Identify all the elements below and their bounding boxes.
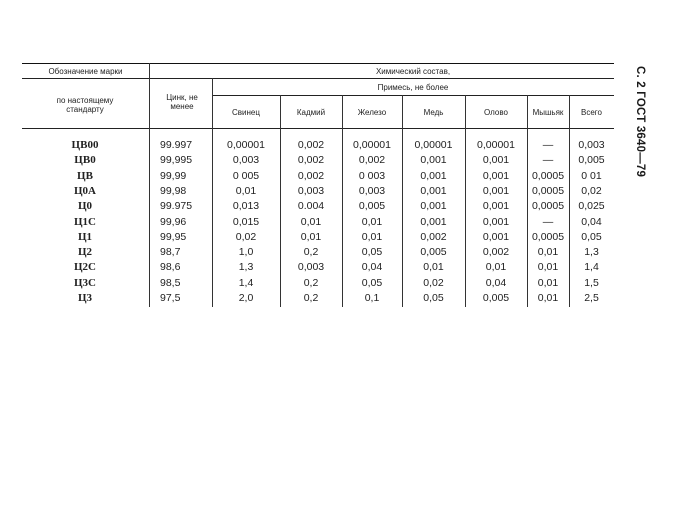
cell-zinc: 99,95 — [160, 230, 187, 243]
cell-arsenic: 0,0005 — [531, 184, 565, 197]
cell-lead: 0 005 — [232, 169, 260, 182]
cell-arsenic: 0,01 — [537, 261, 559, 274]
col-header-lead: Свинец — [232, 108, 260, 117]
cell-tin: 0,001 — [482, 230, 510, 243]
cell-lead: 1,4 — [238, 276, 254, 289]
cell-cadmium: 0.004 — [297, 200, 325, 213]
cell-copper: 0,001 — [420, 184, 447, 197]
cell-zinc: 98,6 — [160, 261, 181, 274]
cell-copper: 0,05 — [423, 292, 444, 304]
cell-cadmium: 0,003 — [297, 184, 325, 197]
cell-total: 1,3 — [584, 246, 599, 259]
cell-copper: 0,001 — [420, 169, 447, 182]
cell-grade: Ц0 — [77, 200, 93, 213]
cell-iron: 0,01 — [361, 215, 383, 228]
cell-arsenic: 0,01 — [537, 292, 559, 304]
cell-arsenic: — — [542, 139, 554, 151]
col-header-copper: Медь — [423, 108, 444, 117]
zinc-min-header: Цинк, не менее — [166, 93, 198, 111]
cell-zinc: 98,7 — [160, 246, 181, 259]
impurities-header: Примесь, не более — [377, 83, 449, 92]
cell-zinc: 99,96 — [160, 215, 187, 228]
cell-arsenic: 0,01 — [537, 276, 559, 289]
cell-iron: 0 003 — [358, 169, 386, 182]
col-header-iron: Железо — [357, 108, 387, 117]
cell-copper: 0,001 — [420, 154, 447, 167]
cell-total: 1,4 — [584, 261, 599, 274]
cell-grade: Ц3 — [77, 292, 93, 304]
cell-copper: 0,00001 — [414, 139, 453, 151]
cell-tin: 0,001 — [482, 154, 510, 167]
col-header-arsenic: Мышьяк — [532, 108, 564, 117]
cell-tin: 0,002 — [482, 246, 510, 259]
cell-total: 0,05 — [581, 230, 602, 243]
cell-iron: 0,05 — [361, 276, 383, 289]
cell-cadmium: 0,2 — [303, 292, 319, 304]
header-bottom-rule — [22, 128, 614, 129]
cell-grade: Ц2 — [77, 246, 93, 259]
cell-total: 0 01 — [581, 169, 602, 182]
cell-iron: 0,003 — [358, 184, 386, 197]
cell-tin: 0,001 — [482, 200, 510, 213]
cell-arsenic: 0,0005 — [531, 230, 565, 243]
cell-copper: 0,001 — [420, 200, 447, 213]
cell-grade: Ц1 — [77, 230, 93, 243]
cell-cadmium: 0,002 — [297, 154, 325, 167]
cell-iron: 0,01 — [361, 230, 383, 243]
cell-grade: ЦВ — [77, 169, 93, 182]
impurity-header-rule — [212, 95, 614, 96]
cell-zinc: 99,99 — [160, 169, 187, 182]
cell-zinc: 99.997 — [160, 139, 193, 151]
cell-cadmium: 0,01 — [300, 215, 322, 228]
cell-tin: 0,00001 — [477, 139, 515, 151]
cell-iron: 0,00001 — [353, 139, 391, 151]
chemical-composition-header: Химический состав, — [375, 67, 451, 76]
table-top-rule — [22, 63, 614, 64]
cell-cadmium: 0,2 — [303, 246, 319, 259]
col-header-tin: Олово — [484, 108, 508, 117]
column-rule — [149, 63, 150, 307]
cell-zinc: 99.975 — [160, 200, 193, 213]
cell-grade: Ц3С — [74, 276, 96, 289]
cell-cadmium: 0,002 — [297, 139, 325, 151]
cell-arsenic: — — [542, 154, 554, 167]
cell-total: 0,003 — [578, 139, 605, 151]
cell-arsenic: 0,0005 — [531, 169, 565, 182]
cell-grade: Ц2С — [74, 261, 96, 274]
header-divider-rule — [22, 78, 614, 79]
cell-zinc: 98,5 — [160, 276, 181, 289]
col-header-total: Всего — [581, 108, 602, 117]
cell-total: 0,04 — [581, 215, 602, 228]
cell-lead: 1,3 — [238, 261, 254, 274]
cell-zinc: 99,995 — [160, 154, 193, 167]
cell-total: 1,5 — [584, 276, 599, 289]
cell-arsenic: — — [542, 215, 554, 228]
cell-copper: 0,005 — [420, 246, 447, 259]
cell-grade: ЦВ0 — [74, 154, 96, 167]
cell-lead: 0,003 — [232, 154, 260, 167]
cell-iron: 0,002 — [358, 154, 386, 167]
composition-table — [22, 63, 614, 313]
cell-tin: 0,01 — [485, 261, 507, 274]
cell-lead: 0,02 — [235, 230, 257, 243]
cell-copper: 0,002 — [420, 230, 447, 243]
cell-total: 0,005 — [578, 154, 605, 167]
per-standard-header: по настоящему стандарту — [56, 96, 114, 114]
cell-iron: 0,05 — [361, 246, 383, 259]
cell-arsenic: 0,01 — [537, 246, 559, 259]
page-number-label — [620, 64, 660, 178]
cell-tin: 0,001 — [482, 169, 510, 182]
cell-grade: Ц1С — [74, 215, 96, 228]
cell-total: 0,025 — [578, 200, 605, 213]
cell-lead: 2,0 — [238, 292, 254, 304]
cell-arsenic: 0,0005 — [531, 200, 565, 213]
side-label-text: С. 2 ГОСТ 3640—79 — [634, 66, 646, 178]
cell-lead: 0,015 — [232, 215, 260, 228]
cell-total: 2,5 — [584, 292, 599, 304]
cell-grade: Ц0А — [74, 184, 96, 197]
cell-copper: 0,02 — [423, 276, 444, 289]
cell-copper: 0,01 — [423, 261, 444, 274]
col-header-cadmium: Кадмий — [296, 108, 326, 117]
cell-iron: 0,1 — [364, 292, 380, 304]
cell-zinc: 97,5 — [160, 292, 181, 304]
cell-cadmium: 0,002 — [297, 169, 325, 182]
cell-lead: 0,01 — [235, 184, 257, 197]
cell-grade: ЦВ00 — [71, 139, 99, 151]
cell-zinc: 99,98 — [160, 184, 187, 197]
cell-iron: 0,04 — [361, 261, 383, 274]
cell-iron: 0,005 — [358, 200, 386, 213]
cell-tin: 0,005 — [482, 292, 510, 304]
cell-lead: 1,0 — [238, 246, 254, 259]
cell-tin: 0,001 — [482, 184, 510, 197]
cell-cadmium: 0,003 — [297, 261, 325, 274]
cell-lead: 0,013 — [232, 200, 260, 213]
cell-copper: 0,001 — [420, 215, 447, 228]
cell-tin: 0,001 — [482, 215, 510, 228]
cell-total: 0,02 — [581, 184, 602, 197]
cell-tin: 0,04 — [485, 276, 507, 289]
cell-cadmium: 0,01 — [300, 230, 322, 243]
cell-lead: 0,00001 — [227, 139, 265, 151]
cell-cadmium: 0,2 — [303, 276, 319, 289]
grade-designation-header: Обозначение марки — [48, 67, 123, 76]
